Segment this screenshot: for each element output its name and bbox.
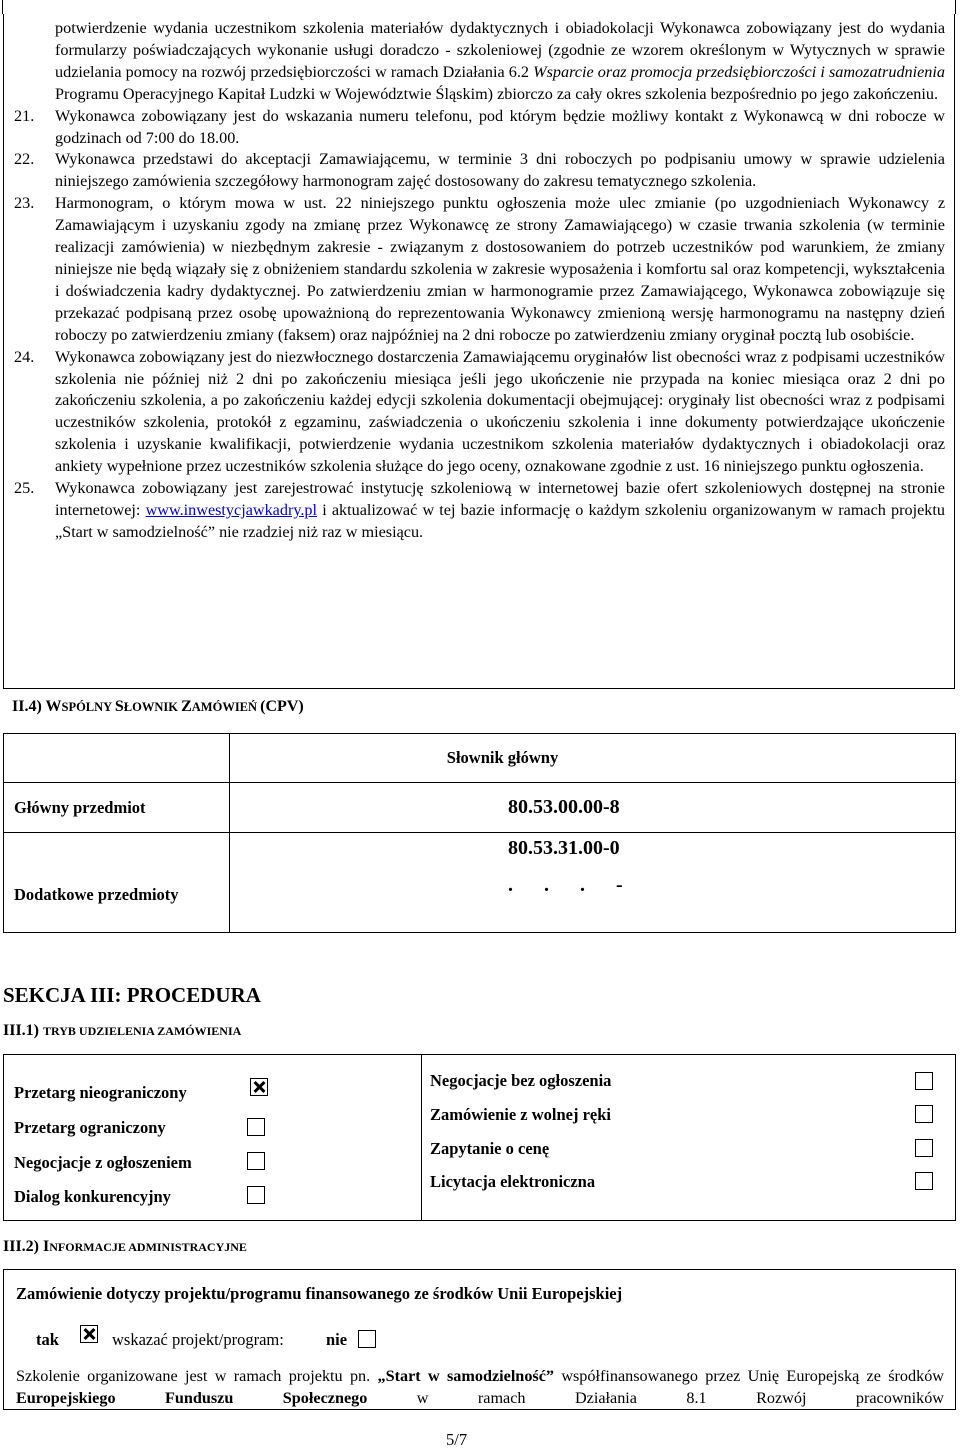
list-item-23: 23. Harmonogram, o którym mowa w ust. 22 niniejszego punktu ogłoszenia może ulec zmianie (po uzgodnieniach Wykonawcy z Zamawiającym i uzyskaniu zgody na zmianę przez Wykonawcę ze strony Zamawiającego) w czasie trwania szkolenia (w terminie realizacji zamówienia) w niezbędnym zakresie - związanym z dostosowaniem do potrzeb uczestników pod warunkiem, że zmiany niniejsze nie będą wiązały się z obniżeniem standardu szkolenia w zakresie wyposażenia i komfortu sal oraz kompetencji, wykształcenia i doświadczenia kadry dydaktycznej. Po zatwierdzeniu zmian w harmonogramie przez Zamawiającego, Wykonawca zobowiązuje się przekazać podpisaną przez osobę upoważnioną do reprezentowania Wykonawcy zmienioną wersję harmonogramu na następny dzień roboczy po zatwierdzeniu zmiany (faksem) oraz najpóźniej na 2 dni robocze po zatwierdzeniu zmiany oryginał pocztą lub osobiście. xyxy=(14,194,945,344)
eu-funding-question: Zamówienie dotyczy projektu/programu finansowanego ze środków Unii Europejskiej xyxy=(16,1284,623,1303)
section-title: SEKCJA III: PROCEDURA xyxy=(3,983,261,1007)
checkbox-request-for-quote[interactable] xyxy=(915,1139,933,1157)
admin-info-heading: III.2) INFORMACJE ADMINISTRACYJNE xyxy=(3,1238,247,1255)
page-number: 5/7 xyxy=(446,1430,468,1449)
option-label-negotiation-without-notice: Negocjacje bez ogłoszenia xyxy=(430,1071,612,1090)
procedure-mode-heading: III.1) TRYB UDZIELENIA ZAMÓWIENIA xyxy=(3,1022,242,1039)
checkbox-electronic-auction[interactable] xyxy=(915,1172,933,1190)
checkbox-open-tender[interactable] xyxy=(250,1078,268,1096)
additional-code: 80.53.31.00-0 xyxy=(508,837,620,859)
option-label-request-for-quote: Zapytanie o cenę xyxy=(430,1139,550,1158)
main-subject-label: Główny przedmiot xyxy=(4,783,230,833)
website-link[interactable]: www.inwestycjawkadry.pl xyxy=(145,500,318,519)
checkbox-negotiation-without-notice[interactable] xyxy=(915,1072,933,1090)
procedure-mode-box xyxy=(3,1054,956,1221)
cpv-column-header: Słownik główny xyxy=(230,734,956,783)
checkbox-no[interactable] xyxy=(358,1330,376,1348)
yes-label: tak xyxy=(36,1330,59,1349)
cpv-table xyxy=(3,733,956,933)
option-label-electronic-auction: Licytacja elektroniczna xyxy=(430,1172,596,1191)
checkbox-single-source[interactable] xyxy=(915,1105,933,1123)
checkbox-restricted-tender[interactable] xyxy=(247,1118,265,1136)
cpv-empty-cell xyxy=(4,734,230,783)
admin-info-box xyxy=(3,1269,956,1410)
additional-code-placeholder: . . . - xyxy=(508,874,627,896)
option-label-restricted-tender: Przetarg ograniczony xyxy=(14,1118,166,1137)
list-item-22: 22. Wykonawca przedstawi do akceptacji Zamawiającemu, w terminie 3 dni roboczych po podpisaniu umowy w sprawie udzielenia niniejszego zamówienia szczegółowy harmonogram zajęć dostosowany do zakresu tematycznego szkolenia. xyxy=(14,150,945,191)
main-subject-code: 80.53.00.00-8 xyxy=(230,783,956,833)
option-label-negotiation-with-notice: Negocjacje z ogłoszeniem xyxy=(14,1153,192,1172)
list-item-24: 24. Wykonawca zobowiązany jest do niezwłocznego dostarczenia Zamawiającemu oryginałów list obecności wraz z podpisami uczestników szkolenia nie później niż 2 dni po zakończeniu miesiąca jeśli jego ukończenie nie przypada na koniec miesiąca oraz 2 dni po zakończeniu szkolenia, a po zakończeniu każdej edycji szkolenia dokumentacji obejmującej: oryginały list obecności wraz z podpisami uczestników szkolenia, protokół z egzaminu, zaświadczenia o ukończeniu szkolenia i inne dokumenty potwierdzające ukończenie szkolenia i uzyskanie kwalifikacji, potwierdzenie wydania uczestnikom szkolenia materiałów dydaktycznych i obiadokolacji oraz ankiety wypełnione przez uczestników szkolenia służące do jego oceny, oznakowane zgodnie z ust. 16 niniejszego punktu ogłoszenia. xyxy=(14,347,945,476)
intro-paragraph: potwierdzenie wydania uczestnikom szkolenia materiałów dydaktycznych i obiadokolacji Wykonawca zobowiązany jest do wydania formularzy poświadczających wykonanie usługi doradczo - szkoleniowej (zgodnie ze wzorem określonym w Wytycznych w sprawie udzielania pomocy na rozwój przedsiębiorczości w ramach Działania 6.2 Wsparcie oraz promocja przedsiębiorczości i samozatrudnienia Programu Operacyjnego Kapitał Ludzki w Województwie Śląskim) zbiorczo za cały okres szkolenia bezpośrednio po jego zakończeniu. xyxy=(55,19,945,103)
checkbox-negotiation-with-notice[interactable] xyxy=(247,1152,265,1170)
option-label-single-source: Zamówienie z wolnej ręki xyxy=(430,1105,612,1124)
no-label: nie xyxy=(326,1330,348,1349)
option-label-open-tender: Przetarg nieograniczony xyxy=(14,1083,187,1102)
list-item-21: 21. Wykonawca zobowiązany jest do wskazania numeru telefonu, pod którym będzie możliwy kontakt z Wykonawcą w dni robocze w godzinach od 7:00 do 18.00. xyxy=(14,106,945,147)
cpv-heading: II.4) WSPÓLNY SŁOWNIK ZAMÓWIEŃ (CPV) xyxy=(12,698,304,715)
option-label-competitive-dialogue: Dialog konkurencyjny xyxy=(14,1187,171,1206)
column-divider xyxy=(421,1055,422,1220)
list-item-25: 25. Wykonawca zobowiązany jest zarejestrować instytucję szkoleniową w internetowej bazie ofert szkoleniowych dostępnej na stronie internetowej: www.inwestycjawkadry.pl i aktualizować w tej bazie informację o każdym szkoleniu organizowanym w ramach projektu „Start w samodzielność” nie rzadziej niż raz w miesiącu. xyxy=(14,479,945,541)
body-text xyxy=(14,18,945,544)
checkbox-competitive-dialogue[interactable] xyxy=(247,1186,265,1204)
project-description: Szkolenie organizowane jest w ramach projektu pn. „Start w samodzielność” współfinansowanego przez Unię Europejską ze środków Europejskiego Funduszu Społecznego w ramach Działania 8.1 Rozwój pracowników xyxy=(16,1367,944,1407)
checkbox-yes[interactable] xyxy=(80,1325,98,1343)
additional-subjects-label: Dodatkowe przedmioty xyxy=(4,833,230,933)
additional-subjects-codes xyxy=(230,833,956,933)
indicate-project-label: wskazać projekt/program: xyxy=(112,1330,284,1349)
